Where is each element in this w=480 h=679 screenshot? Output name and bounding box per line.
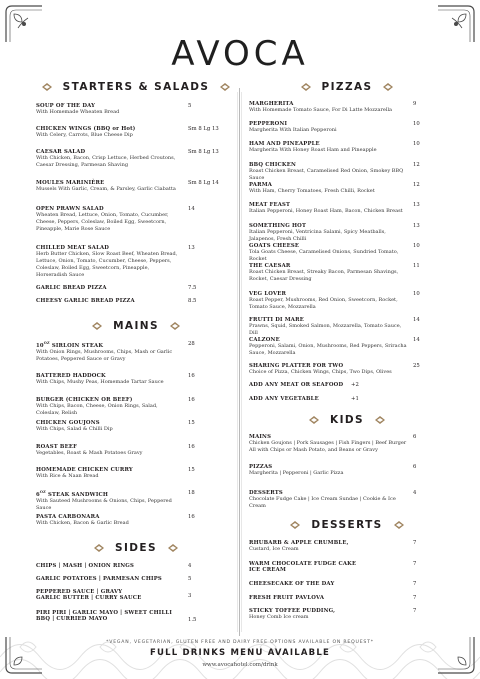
menu-item: CHICKEN GOUJONS With Chips, Salad & Chilli Dip 15 bbox=[36, 420, 195, 432]
menu-item: MAINS Chicken Goujons | Pork Sausages | Fish Fingers | Beef Burger All with Chips or Mash Potato, and Beans or Gravy 6 bbox=[249, 434, 417, 453]
item-price: 15 bbox=[188, 420, 195, 426]
heading-ornament-icon bbox=[289, 520, 301, 530]
item-price: 4 bbox=[188, 563, 192, 569]
item-price: 7 bbox=[413, 581, 417, 587]
menu-item: CALZONE Pepperoni, Salami, Onion, Mushrooms, Red Peppers, Sriracha Sauce, Mozzarella 14 bbox=[249, 337, 420, 356]
item-price: 15 bbox=[188, 467, 195, 473]
menu-addon: ADD ANY MEAT OR SEAFOOD +2 bbox=[249, 382, 359, 388]
item-price: 11 bbox=[413, 263, 420, 269]
menu-item: $6^{OZ}$ STEAK SANDWICH With Sauteed Mushrooms & Onions, Chips, Peppered Sauce 18 bbox=[36, 490, 195, 511]
menu-item: STICKY TOFFEE PUDDING, Honey Comb Ice cream 7 bbox=[249, 608, 417, 620]
heading-ornament-icon bbox=[308, 415, 320, 425]
menu-item: CHEESECAKE OF THE DAY 7 bbox=[249, 581, 417, 587]
menu-item: PASTA CARBONARA With Chicken, Bacon & Garlic Bread 16 bbox=[36, 514, 195, 526]
heading-ornament-icon bbox=[300, 82, 312, 92]
heading-ornament-icon bbox=[169, 321, 181, 331]
section-heading-mains: MAINS bbox=[36, 320, 236, 332]
menu-item: BBQ CHICKEN Roast Chicken Breast, Caramelised Red Onion, Smokey BBQ Sauce 12 bbox=[249, 162, 420, 181]
heading-ornament-icon bbox=[393, 520, 405, 530]
item-price: 16 bbox=[188, 444, 195, 450]
heading-ornament-icon bbox=[382, 82, 394, 92]
menu-item: DESSERTS Chocolate Fudge Cake | Ice Cream Sundae | Cookie & Ice Cream 4 bbox=[249, 490, 417, 509]
menu-item: FRUTTI DI MARE Prawns, Squid, Smoked Salmon, Mozzarella, Tomato Sauce, Dill 14 bbox=[249, 317, 420, 336]
item-price: 7 bbox=[413, 561, 417, 567]
menu-item: GARLIC BREAD PIZZA 7.5 bbox=[36, 285, 197, 291]
item-price: 10 bbox=[413, 243, 420, 249]
item-price: 10 bbox=[413, 291, 420, 297]
menu-item: CHICKEN WINGS (BBQ or Hot) With Celery, Carrots, Blue Cheese Dip Sm 8 Lg 13 bbox=[36, 126, 219, 138]
menu-item: SOUP OF THE DAY With Homemade Wheaten Bread 5 bbox=[36, 103, 192, 115]
menu-item: PIZZAS Margherita | Pepperoni | Garlic Pizza 6 bbox=[249, 464, 417, 476]
item-price: 16 bbox=[188, 397, 195, 403]
menu-item: CHIPS | MASH | ONION RINGS 4 bbox=[36, 563, 192, 569]
heading-ornament-icon bbox=[167, 543, 179, 553]
item-price: 4 bbox=[413, 490, 417, 496]
menu-item: MEAT FEAST Italian Pepperoni, Honey Roast Ham, Bacon, Chicken Breast 13 bbox=[249, 202, 420, 214]
menu-item: FRESH FRUIT PAVLOVA 7 bbox=[249, 595, 417, 601]
item-price: 3 bbox=[188, 593, 192, 599]
menu-item: OPEN PRAWN SALAD Wheaten Bread, Lettuce, Onion, Tomato, Cucumber, Cheese, Peppers, Coleslaw, Boiled Egg, Sweetcorn, Pineapple, Marie Rose Sauce 14 bbox=[36, 206, 195, 232]
item-price: Sm 8 Lg 14 bbox=[188, 180, 219, 186]
menu-item: RHUBARB & APPLE CRUMBLE, Custard, Ice Cream 7 bbox=[249, 540, 417, 552]
item-price: 14 bbox=[188, 206, 195, 212]
menu-item: CAESAR SALAD With Chicken, Bacon, Crisp Lettuce, Herbed Croutons, Caesar Dressing, Parmesan Shaving Sm 8 Lg 13 bbox=[36, 149, 219, 168]
item-price: 6 bbox=[413, 464, 417, 470]
section-heading-desserts: DESSERTS bbox=[249, 519, 445, 531]
item-price: 1.5 bbox=[188, 617, 197, 623]
item-price: 9 bbox=[413, 101, 417, 107]
menu-addon: ADD ANY VEGETABLE +1 bbox=[249, 396, 359, 402]
item-price: 10 bbox=[413, 121, 420, 127]
section-heading-kids: KIDS bbox=[249, 414, 445, 426]
item-price: +2 bbox=[351, 382, 359, 388]
menu-item: BATTERED HADDOCK With Chips, Mushy Peas, Homemade Tartar Sauce 16 bbox=[36, 373, 195, 385]
section-heading-sides: SIDES bbox=[36, 542, 236, 554]
menu-item: $10^{OZ}$ SIRLOIN STEAK With Onion Rings, Mushrooms, Chips, Mash or Garlic Potatoes, Peppered Sauce or Gravy 28 bbox=[36, 341, 195, 362]
item-price: 7 bbox=[413, 608, 417, 614]
menu-item: HAM AND PINEAPPLE Margherita With Honey Roast Ham and Pineapple 10 bbox=[249, 141, 420, 153]
item-price: 13 bbox=[413, 223, 420, 229]
menu-item: THE CAESAR Roast Chicken Breast, Streaky Bacon, Parmesan Shavings, Rocket, Caesar Dressing 11 bbox=[249, 263, 420, 282]
heading-ornament-icon bbox=[374, 415, 386, 425]
item-price: 28 bbox=[188, 341, 195, 347]
menu-item: BURGER (CHICKEN OR BEEF) With Chips, Bacon, Cheese, Onion Rings, Salad, Coleslaw, Relish 16 bbox=[36, 397, 195, 416]
item-price: 12 bbox=[413, 162, 420, 168]
item-price: 25 bbox=[413, 363, 420, 369]
menu-item: GARLIC POTATOES | PARMESAN CHIPS 5 bbox=[36, 576, 192, 582]
menu-item: PEPPERONI Margherita With Italian Pepperoni 10 bbox=[249, 121, 420, 133]
item-price: 6 bbox=[413, 434, 417, 440]
item-price: 12 bbox=[413, 182, 420, 188]
heading-ornament-icon bbox=[93, 543, 105, 553]
item-price: 5 bbox=[188, 576, 192, 582]
menu-item: PARMA With Ham, Cherry Tomatoes, Fresh Chilli, Rocket 12 bbox=[249, 182, 420, 194]
menu-item: MARGHERITA With Homemade Tomato Sauce, For Di Latte Mozzarella 9 bbox=[249, 101, 417, 113]
menu-item: ROAST BEEF Vegetables, Roast & Mash Potatoes Gravy 16 bbox=[36, 444, 195, 456]
dietary-note: *VEGAN, VEGETARIAN, GLUTEN FREE AND DAIRY FREE OPTIONS AVAILABLE ON REQUEST* bbox=[106, 640, 374, 645]
column-divider bbox=[236, 88, 243, 636]
section-heading-starters: STARTERS & SALADS bbox=[36, 81, 236, 93]
menu-item: WARM CHOCOLATE FUDGE CAKE ICE CREAM 7 bbox=[249, 561, 417, 573]
item-price: 8.5 bbox=[188, 298, 197, 304]
item-price: 7 bbox=[413, 540, 417, 546]
item-price: 18 bbox=[188, 490, 195, 496]
item-price: 5 bbox=[188, 103, 192, 109]
menu-item: MOULES MARINIÈRE Mussels With Garlic, Cream, & Parsley, Garlic Ciabatta Sm 8 Lg 14 bbox=[36, 180, 219, 192]
item-price: 7 bbox=[413, 595, 417, 601]
menu-item: PIRI PIRI | GARLIC MAYO | SWEET CHILLI BBQ | CURRIED MAYO 1.5 bbox=[36, 610, 197, 623]
menu-item: VEG LOVER Roast Pepper, Mushrooms, Red Onion, Sweetcorn, Rocket, Tomato Sauce, Mozzarella 10 bbox=[249, 291, 420, 310]
item-price: 13 bbox=[413, 202, 420, 208]
item-price: 10 bbox=[413, 141, 420, 147]
item-price: 14 bbox=[413, 317, 420, 323]
item-price: 14 bbox=[413, 337, 420, 343]
page-title: AVOCA bbox=[171, 34, 309, 74]
website-link[interactable]: www.avocahotel.com/drink bbox=[202, 662, 278, 668]
drinks-menu-banner: FULL DRINKS MENU AVAILABLE bbox=[150, 648, 330, 658]
section-heading-pizzas: PIZZAS bbox=[249, 81, 445, 93]
menu-item: CHILLED MEAT SALAD Herb Butter Chicken, Slow Roast Beef, Wheaten Bread, Lettuce, Onion, Tomato, Cucumber, Cheese, Peppers, Coleslaw, Boiled Egg, Sweetcorn, Pineapple, Horseradish Sauce 13 bbox=[36, 245, 195, 278]
item-price: 13 bbox=[188, 245, 195, 251]
menu-item: HOMEMADE CHICKEN CURRY With Rice & Naan Bread 15 bbox=[36, 467, 195, 479]
item-price: 16 bbox=[188, 514, 195, 520]
menu-item: SHARING PLATTER FOR TWO Choice of Pizza, Chicken Wings, Chips, Two Dips, Olives 25 bbox=[249, 363, 420, 375]
heading-ornament-icon bbox=[91, 321, 103, 331]
item-price: Sm 8 Lg 13 bbox=[188, 149, 219, 155]
menu-item: SOMETHING HOT Italian Pepperoni, Ventricina Salami, Spicy Meatballs, Jalapenos, Fresh Chilli 13 bbox=[249, 223, 420, 242]
menu-item: PEPPERED SAUCE | GRAVY GARLIC BUTTER | CURRY SAUCE 3 bbox=[36, 589, 192, 601]
item-price: +1 bbox=[351, 396, 359, 402]
item-price: 16 bbox=[188, 373, 195, 379]
heading-ornament-icon bbox=[219, 82, 231, 92]
item-price: 7.5 bbox=[188, 285, 197, 291]
menu-item: CHEESY GARLIC BREAD PIZZA 8.5 bbox=[36, 298, 197, 304]
heading-ornament-icon bbox=[41, 82, 53, 92]
item-price: Sm 8 Lg 13 bbox=[188, 126, 219, 132]
menu-item: GOATS CHEESE Tola Goats Cheese, Caramelised Onions, Sundried Tomato, Rocket 10 bbox=[249, 243, 420, 262]
